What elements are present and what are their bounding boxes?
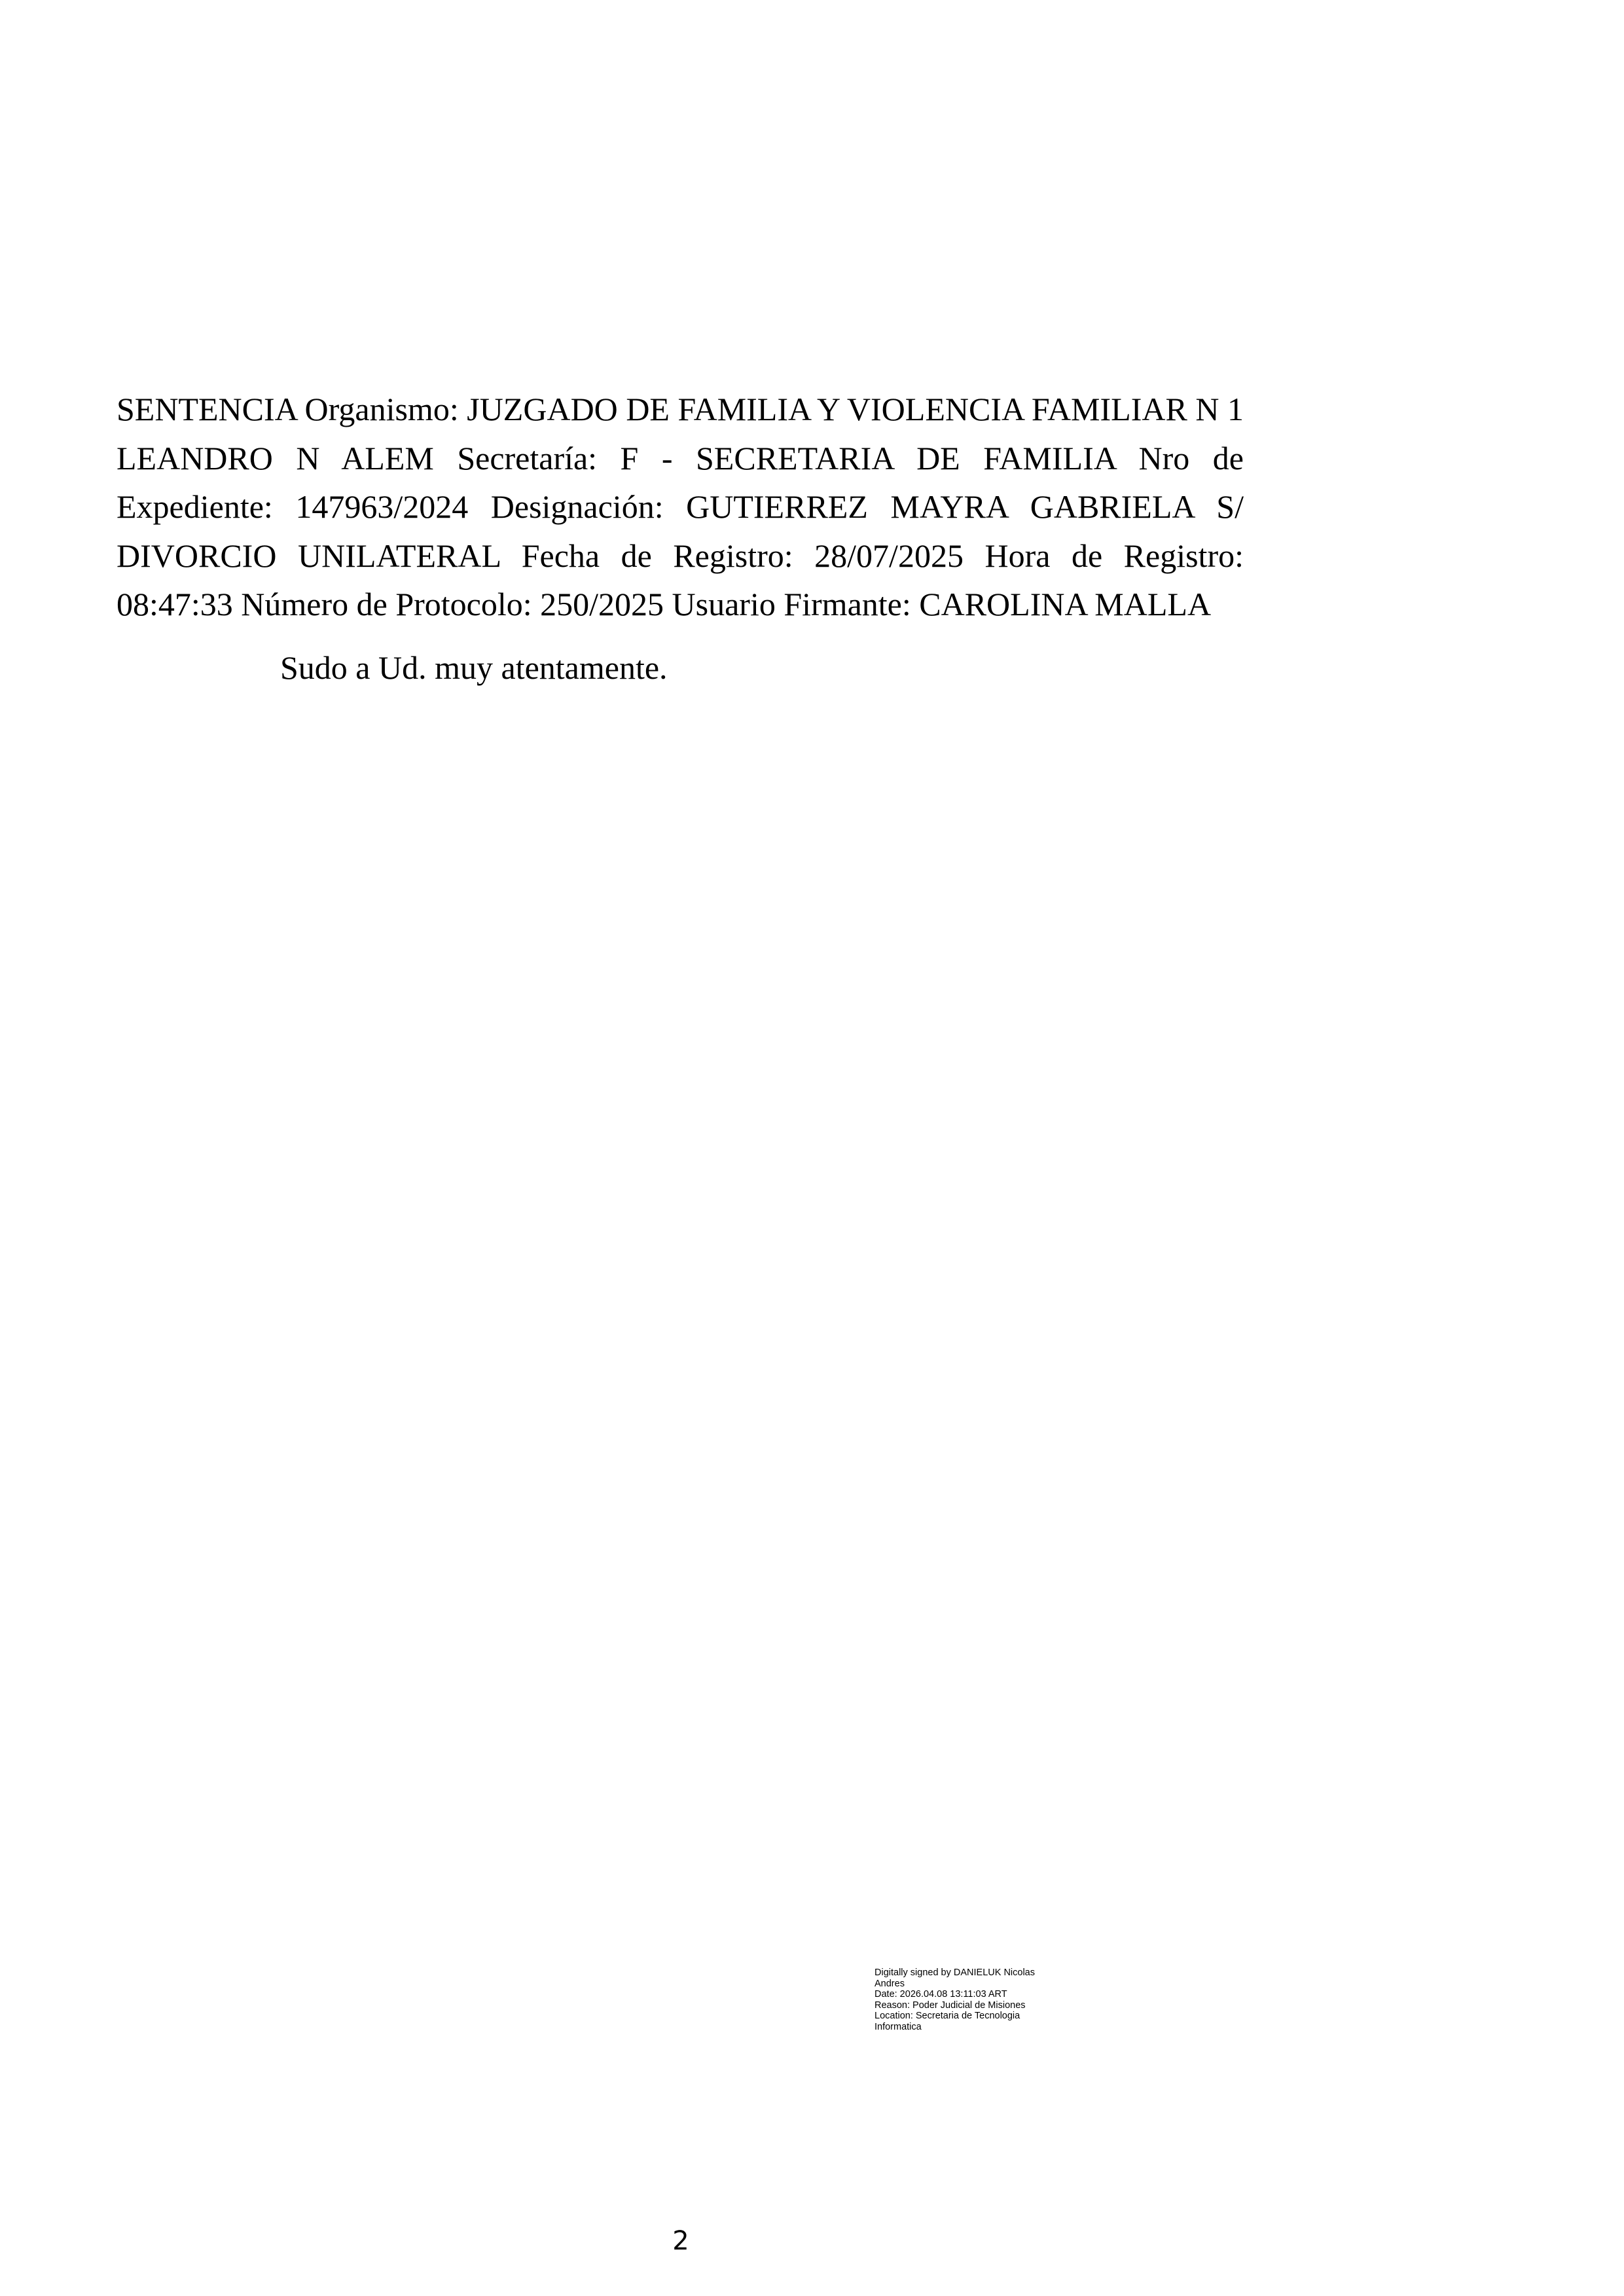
signature-signer-line: Digitally signed by DANIELUK Nicolas xyxy=(875,1967,1035,1978)
signature-reason-line: Reason: Poder Judicial de Misiones xyxy=(875,2000,1026,2011)
digital-signature-block xyxy=(875,1967,1110,2032)
closing-salutation: Sudo a Ud. muy atentamente. xyxy=(280,649,668,686)
signature-location-line: Location: Secretaria de Tecnologia xyxy=(875,2011,1020,2021)
signature-date-line: Date: 2026.04.08 13:11:03 ART xyxy=(875,1989,1007,2000)
signature-signer-line-continued: Andres xyxy=(875,1978,905,1989)
sentencia-record-paragraph: SENTENCIA Organismo: JUZGADO DE FAMILIA Y VIOLENCIA FAMILIAR N 1 LEANDRO N ALEM Secretaría: F - SECRETARIA DE FAMILIA Nro de Expediente: 147963/2024 Designación: GUTIERREZ MAYRA GABRIELA S/ DIVORCIO UNILATERAL Fecha de Registro: 28/07/2025 Hora de Registro: 08:47:33 Número de Protocolo: 250/2025 Usuario Firmante: CAROLINA MALLA xyxy=(117,391,1244,622)
signature-location-line-continued: Informatica xyxy=(875,2021,922,2032)
page-number: 2 xyxy=(672,2226,689,2256)
